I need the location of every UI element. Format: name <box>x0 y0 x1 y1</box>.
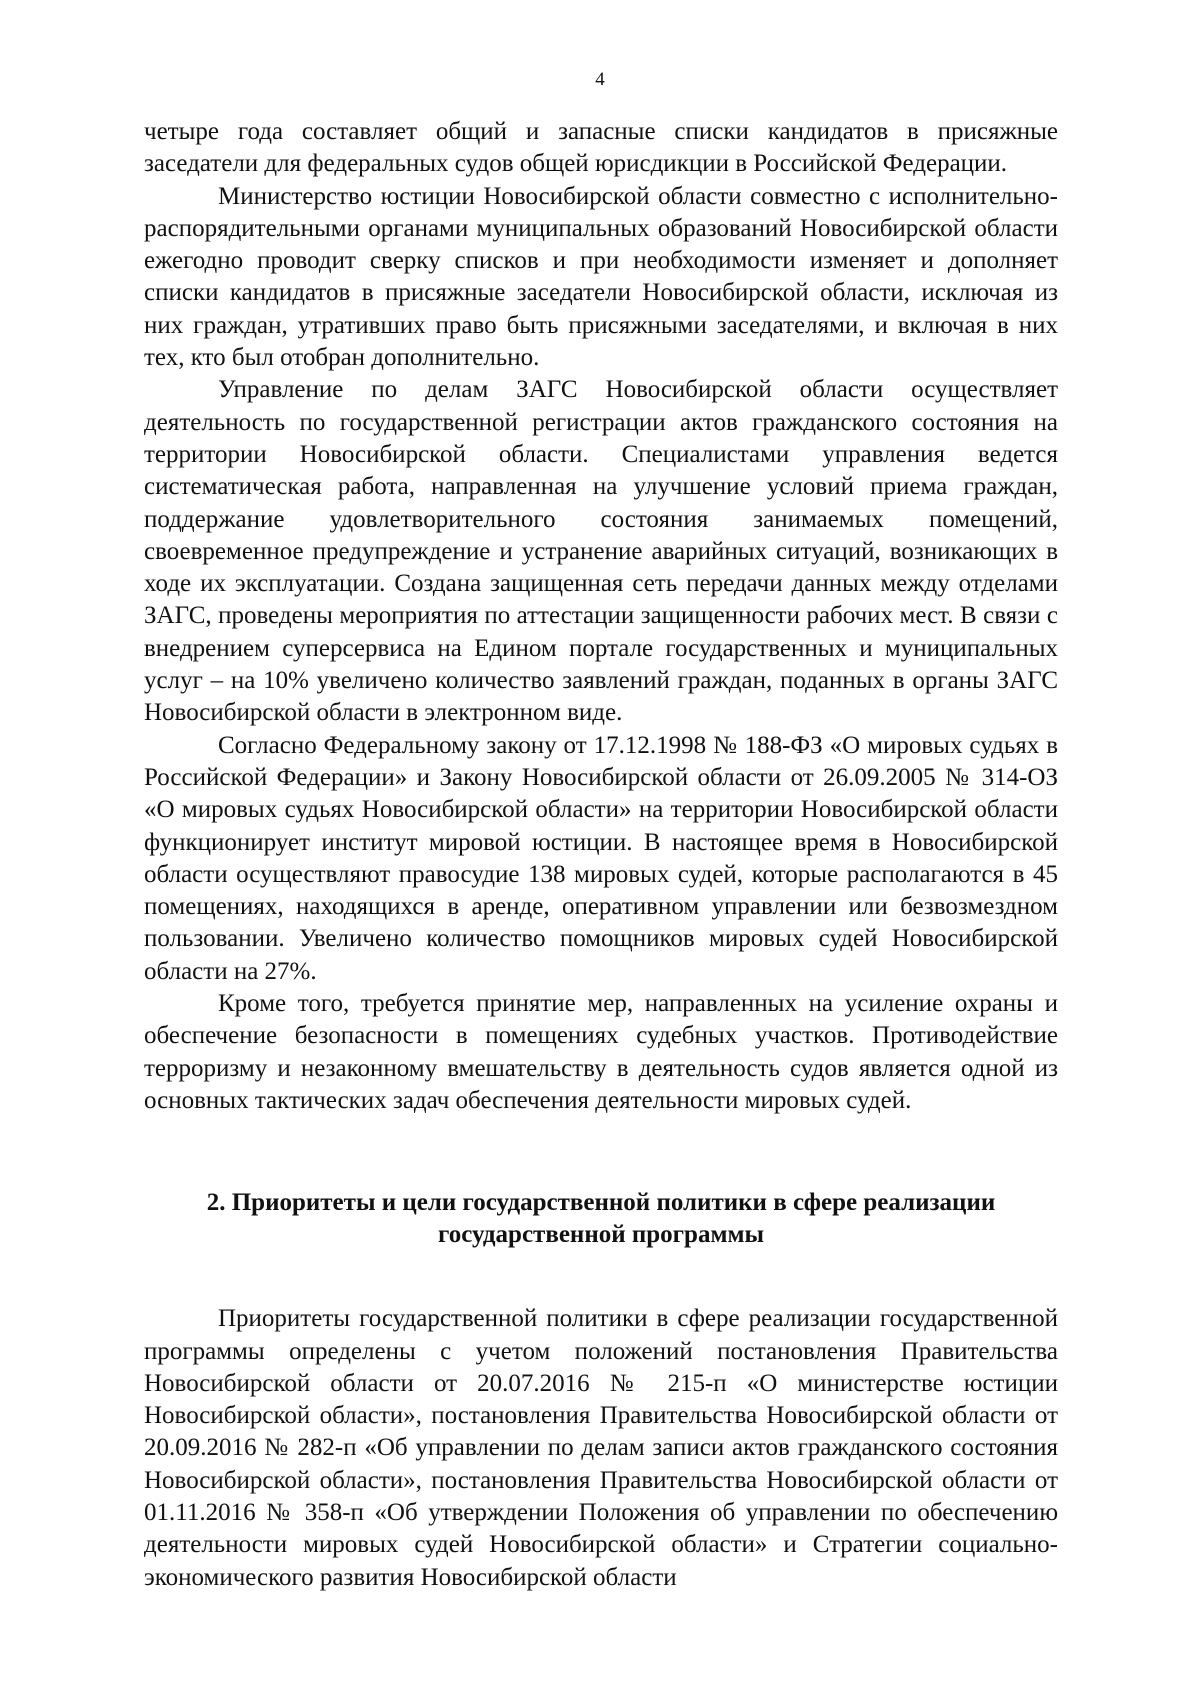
section-heading-line-1: 2. Приоритеты и цели государственной политики в сфере реализации <box>206 1189 996 1217</box>
page-number: 4 <box>595 69 605 90</box>
paragraph-security: Кроме того, требуется принятие мер, направленных на усиление охраны и обеспечение безопасности в помещениях судебных участков. Противодействие терроризму и незаконному вмешательству в деятельность судов является одной из основных тактических задач обеспечения деятельности мировых судей. <box>144 990 1058 1114</box>
section-heading <box>144 1187 1058 1251</box>
paragraph-priorities: Приоритеты государственной политики в сфере реализации государственной программы определены с учетом положений постановления Правительства Новосибирской области от 20.07.2016 № 215-п «О министерстве юстиции Новосибирской области», постановления Правительства Новосибирской области от 20.09.2016 № 282-п «Об управлении по делам записи актов гражданского состояния Новосибирской области», постановления Правительства Новосибирской области от 01.11.2016 № 358-п «Об утверждении Положения об управлении по обеспечению деятельности мировых судей Новосибирской области» и Стратегии социально-экономического развития Новосибирской области <box>144 1305 1058 1591</box>
paragraph-magistrates: Согласно Федеральному закону от 17.12.1998 № 188-ФЗ «О мировых судьях в Российской Федерации» и Закону Новосибирской области от 26.09.2005 № 314-ОЗ «О мировых судьях Новосибирской области» на территории Новосибирской области функционирует институт мировой юстиции. В настоящее время в Новосибирской области осуществляют правосудие 138 мировых судей, которые располагаются в 45 помещениях, находящихся в аренде, оперативном управлении или безвозмездном пользовании. Увеличено количество помощников мировых судей Новосибирской области на 27%. <box>144 731 1058 985</box>
paragraph-continuation: четыре года составляет общий и запасные списки кандидатов в присяжные заседатели для федеральных судов общей юрисдикции в Российской Федерации. <box>144 118 1058 178</box>
paragraph-zags: Управление по делам ЗАГС Новосибирской области осуществляет деятельность по государственной регистрации актов гражданского состояния на территории Новосибирской области. Специалистами управления ведется систематическая работа, направленная на улучшение условий приема граждан, поддержание удовлетворительного состояния занимаемых помещений, своевременное предупреждение и устранение аварийных ситуаций, возникающих в ходе их эксплуатации. Создана защищенная сеть передачи данных между отделами ЗАГС, проведены мероприятия по аттестации защищенности рабочих мест. В связи с внедрением суперсервиса на Едином портале государственных и муниципальных услуг – на 10% увеличено количество заявлений граждан, поданных в органы ЗАГС Новосибирской области в электронном виде. <box>144 376 1058 727</box>
document-body <box>144 116 1058 1594</box>
paragraph-ministry-justice: Министерство юстиции Новосибирской области совместно с исполнительно-распорядительными органами муниципальных образований Новосибирской области ежегодно проводит сверку списков и при необходимости изменяет и дополняет списки кандидатов в присяжные заседатели Новосибирской области, исключая из них граждан, утративших право быть присяжными заседателями, и включая в них тех, кто был отобран дополнительно. <box>144 182 1058 372</box>
section-heading-line-2: государственной программы <box>437 1221 765 1249</box>
